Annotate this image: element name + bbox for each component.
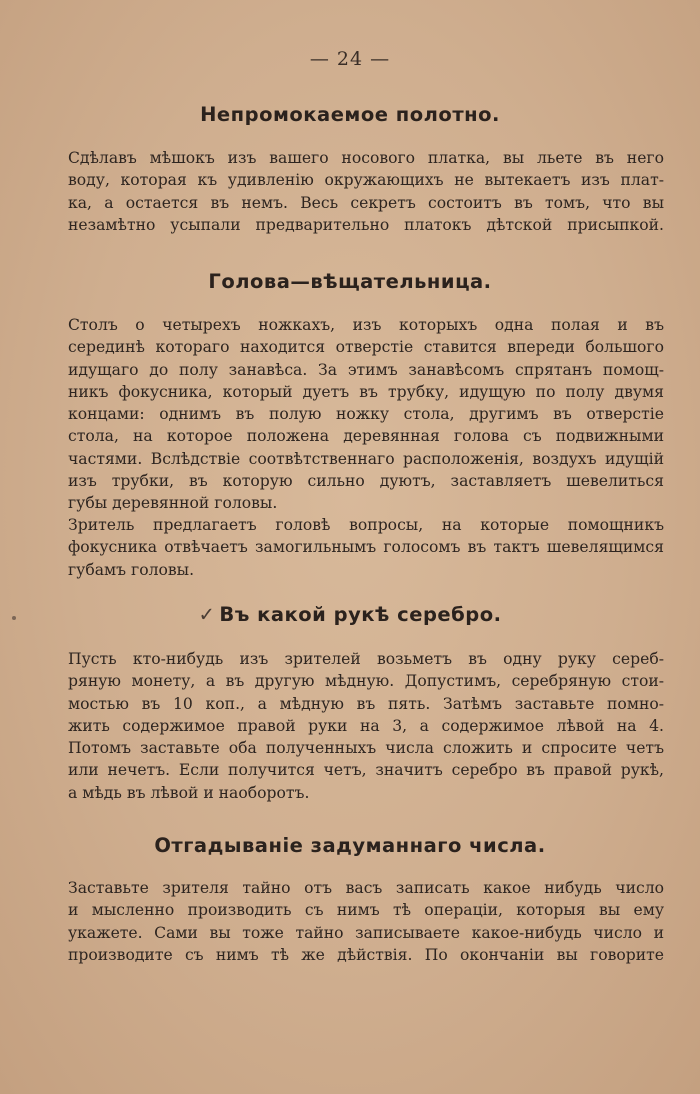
text-line: ряную монету, а въ другую мѣдную. Допустимъ, серебряную стои-: [68, 672, 664, 691]
paragraph-talking-head-2: [68, 514, 664, 581]
section-title-talking-head: Голова—вѣщательница.: [208, 270, 492, 293]
section-title-text: Въ какой рукѣ серебро.: [219, 603, 502, 626]
text-line: концами: однимъ въ полую ножку стола, другимъ въ отверстіе: [68, 405, 664, 424]
text-line: Заставьте зрителя тайно отъ васъ записать какое нибудь число: [68, 879, 664, 897]
page-number: — 24 —: [309, 48, 391, 70]
paragraph-which-hand-silver: [68, 648, 664, 804]
paragraph-waterproof-cloth: [68, 147, 664, 236]
text-line: серединѣ котораго находится отверстіе ставится впереди большого: [68, 338, 664, 357]
paragraph-guess-number: [68, 877, 664, 966]
check-mark-icon: ✓: [198, 603, 216, 626]
text-line: стола, на которое положена деревянная голова съ подвижными: [68, 427, 664, 446]
text-line: жить содержимое правой руки на 3, а содержимое лѣвой на 4.: [68, 716, 664, 735]
text-line: фокусника отвѣчаетъ замогильнымъ голосомъ въ тактъ шевелящимся: [68, 538, 664, 557]
text-line: изъ трубки, въ которую сильно дуютъ, заставляетъ шевелиться: [68, 472, 664, 491]
text-line: мостью въ 10 коп., а мѣдную въ пять. Затѣмъ заставьте помно-: [68, 694, 664, 713]
section-title-which-hand-silver: [0, 603, 700, 626]
text-line: незамѣтно усыпали предварительно платокъ дѣтской присыпкой.: [68, 215, 664, 234]
text-line: никъ фокусника, который дуетъ въ трубку, идущую по полу двумя: [68, 382, 664, 401]
text-line: ка, а остается въ немъ. Весь секретъ состоитъ въ томъ, что вы: [68, 193, 664, 212]
text-line: идущаго до полу занавѣса. За этимъ занавѣсомъ спрятанъ помощ-: [68, 360, 664, 379]
text-line: а мѣдь въ лѣвой и наоборотъ.: [68, 783, 310, 802]
text-line: Сдѣлавъ мѣшокъ изъ вашего носового платка, вы льете въ него: [68, 149, 664, 167]
text-line: Столъ о четырехъ ножкахъ, изъ которыхъ одна полая и въ: [68, 316, 664, 334]
text-line: частями. Вслѣдствіе соотвѣтственнаго расположенія, воздухъ идущій: [68, 449, 664, 468]
text-line: Потомъ заставьте оба полученныхъ числа сложить и спросите четъ: [68, 739, 664, 758]
text-line: губамъ головы.: [68, 560, 195, 579]
text-line: губы деревянной головы.: [68, 494, 278, 513]
section-title-guess-number: Отгадываніе задуманнаго числа.: [154, 834, 546, 857]
text-line: производите съ нимъ тѣ же дѣйствія. По окончаніи вы говорите: [68, 945, 664, 964]
paper-spot: [12, 616, 16, 620]
text-line: или нечетъ. Если получится четъ, значитъ серебро въ правой рукѣ,: [68, 761, 664, 780]
text-line: укажете. Сами вы тоже тайно записываете какое-нибудь число и: [68, 923, 664, 942]
text-line: и мысленно производить съ нимъ тѣ операціи, которыя вы ему: [68, 901, 664, 920]
text-line: Пусть кто-нибудь изъ зрителей возьметъ въ одну руку сереб-: [68, 650, 664, 668]
paragraph-talking-head-1: [68, 314, 664, 515]
text-line: воду, которая къ удивленію окружающихъ не вытекаетъ изъ плат-: [68, 171, 664, 190]
section-title-waterproof-cloth: Непромокаемое полотно.: [200, 103, 500, 126]
text-line: Зритель предлагаетъ головѣ вопросы, на которые помощникъ: [68, 516, 664, 534]
